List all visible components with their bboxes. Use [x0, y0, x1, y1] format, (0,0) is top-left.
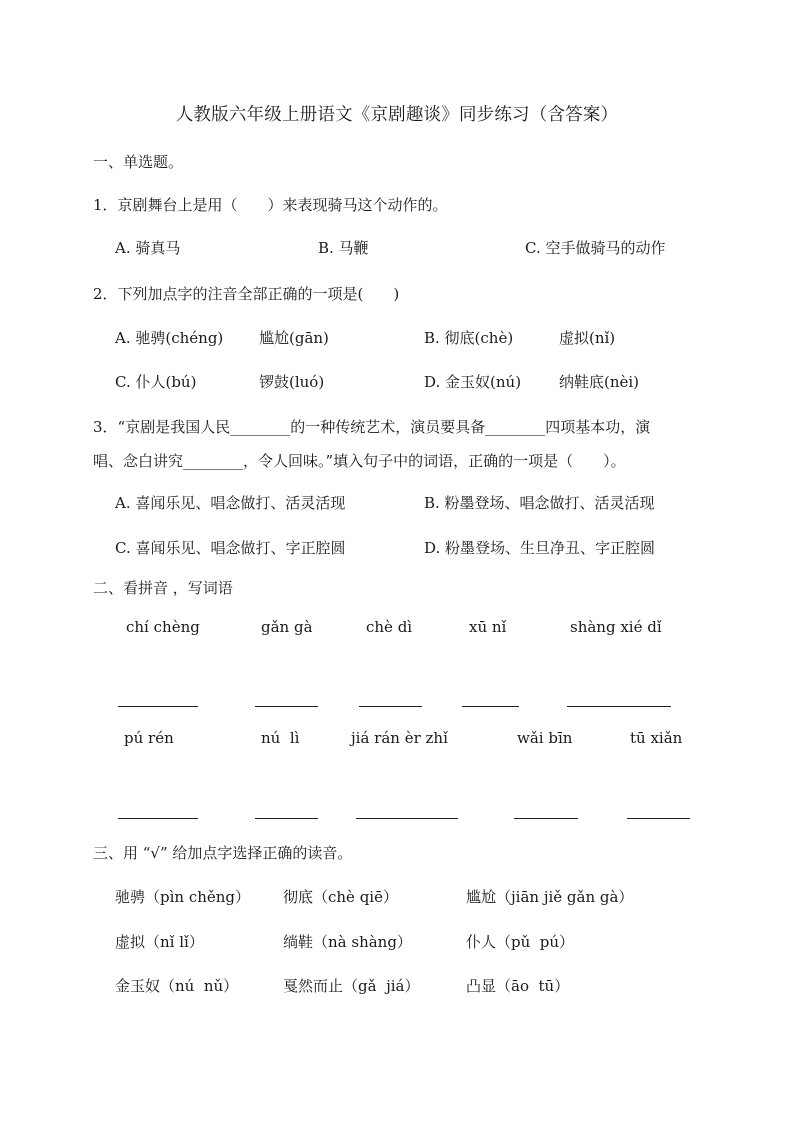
question-text: 1．京剧舞台上是用（ ）来表现骑马这个动作的。: [93, 196, 448, 214]
question-text: 3．“京剧是我国人民________的一种传统艺术，演员要具备________四项基本功，演: [93, 418, 651, 436]
pinyin-prompt: pú rén: [124, 729, 174, 747]
question-text: 唱、念白讲究________，令人回味。”填入句子中的词语，正确的一项是（ ）。: [93, 452, 626, 470]
answer-option: A. 骑真马: [115, 239, 181, 257]
answer-option: B. 粉墨登场、唱念做打、活灵活现: [424, 494, 655, 512]
answer-option: B. 马鞭: [318, 239, 369, 257]
answer-option: C. 仆人(bú): [115, 373, 197, 391]
answer-blank-line[interactable]: [627, 818, 690, 819]
answer-blank-line[interactable]: [118, 706, 198, 707]
pinyin-prompt: nú lì: [261, 729, 300, 747]
answer-blank-line[interactable]: [462, 706, 519, 707]
pronunciation-choice: 彻底（chè qiē）: [283, 888, 398, 906]
pinyin-prompt: jiá rán èr zhǐ: [351, 729, 448, 747]
answer-option-part: 纳鞋底(nèi): [559, 373, 640, 391]
answer-option: D. 金玉奴(nú): [424, 373, 522, 391]
pronunciation-choice: 仆人（pǔ pú）: [466, 933, 575, 951]
pinyin-prompt: shàng xié dǐ: [570, 618, 662, 636]
pronunciation-choice: 驰骋（pìn chěng）: [115, 888, 251, 906]
pinyin-prompt: chè dì: [366, 618, 413, 636]
pronunciation-choice: 尴尬（jiān jiě gǎn gà）: [466, 888, 634, 906]
answer-blank-line[interactable]: [567, 706, 671, 707]
answer-option-part: 尴尬(gān): [259, 329, 329, 347]
section-heading: 二、看拼音 ，写词语: [93, 579, 233, 597]
answer-option: C. 喜闻乐见、唱念做打、字正腔圆: [115, 539, 346, 557]
pinyin-prompt: gǎn gà: [261, 618, 313, 636]
question-text: 2．下列加点字的注音全部正确的一项是( ): [93, 285, 400, 303]
answer-blank-line[interactable]: [514, 818, 578, 819]
answer-option: C. 空手做骑马的动作: [525, 239, 666, 257]
pronunciation-choice: 金玉奴（nú nǔ）: [115, 977, 239, 995]
answer-option: B. 彻底(chè): [424, 329, 514, 347]
page-title: 人教版六年级上册语文《京剧趣谈》同步练习（含答案）: [175, 105, 619, 125]
answer-blank-line[interactable]: [356, 818, 458, 819]
answer-option-part: 虚拟(nǐ): [559, 329, 616, 347]
pinyin-prompt: chí chèng: [126, 618, 200, 636]
section-heading: 三、用 “√” 给加点字选择正确的读音。: [93, 844, 353, 862]
answer-option: A. 驰骋(chéng): [115, 329, 224, 347]
pronunciation-choice: 凸显（āo tū）: [466, 977, 570, 995]
answer-option: D. 粉墨登场、生旦净丑、字正腔圆: [424, 539, 656, 557]
answer-blank-line[interactable]: [255, 706, 318, 707]
pronunciation-choice: 绱鞋（nà shàng）: [283, 933, 412, 951]
pinyin-prompt: tū xiǎn: [630, 729, 683, 747]
answer-blank-line[interactable]: [359, 706, 422, 707]
pinyin-prompt: xū nǐ: [469, 618, 507, 636]
answer-blank-line[interactable]: [255, 818, 318, 819]
answer-option: A. 喜闻乐见、唱念做打、活灵活现: [115, 494, 346, 512]
pronunciation-choice: 虚拟（nǐ lǐ）: [115, 933, 204, 951]
pinyin-prompt: wǎi bīn: [517, 729, 573, 747]
pronunciation-choice: 戛然而止（gǎ jiá）: [283, 977, 420, 995]
answer-blank-line[interactable]: [118, 818, 198, 819]
section-heading: 一、单选题。: [93, 153, 184, 171]
answer-option-part: 锣鼓(luó): [259, 373, 325, 391]
